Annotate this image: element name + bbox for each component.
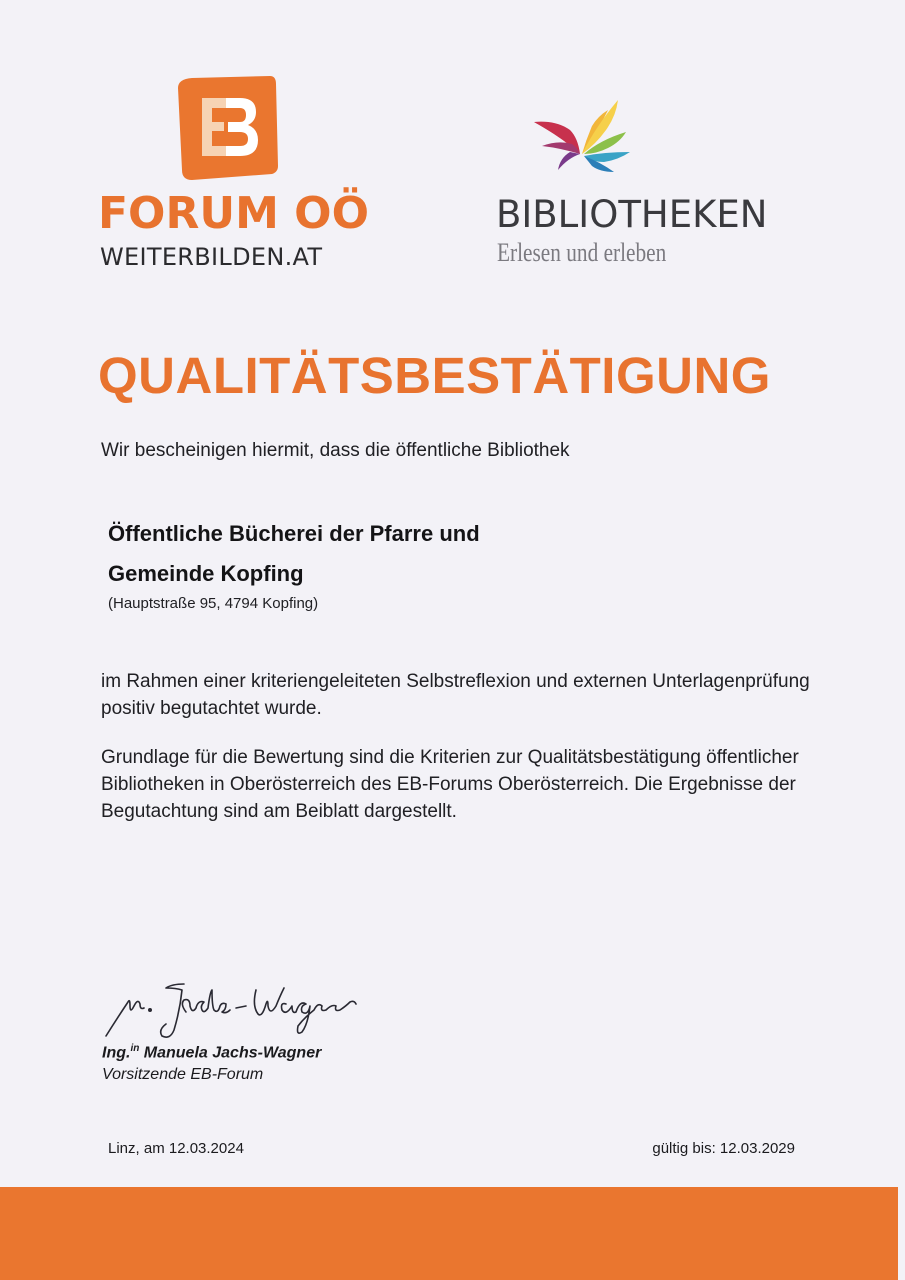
footer-orange-band [0, 1187, 898, 1280]
library-address: (Hauptstraße 95, 4794 Kopfing) [108, 595, 319, 612]
bibliotheken-logo-title: BIBLIOTHEKEN [496, 193, 768, 236]
signatory-role: Vorsitzende EB-Forum [102, 1066, 264, 1083]
forum-eb-logo-badge [178, 76, 278, 180]
signatory-name [102, 1043, 321, 1062]
bibliotheken-logo-tagline: Erlesen und erleben [497, 238, 667, 267]
book-butterfly-logo-icon [530, 96, 640, 188]
library-name-line-2: Gemeinde Kopfing [108, 561, 304, 586]
forum-logo-title: FORUM OÖ [98, 188, 369, 239]
library-name-line-1: Öffentliche Bücherei der Pfarre und [108, 521, 480, 546]
handwritten-signature [100, 970, 370, 1042]
signatory-full-name: Manuela Jachs-Wagner [143, 1044, 322, 1062]
criteria-paragraph: Grundlage für die Bewertung sind die Kriterien zur Qualitätsbestätigung öffentlicher Bibliotheken in Oberösterreich des EB-Forums Oberösterreich. Die Ergebnisse der Begutachtung sind am Beiblatt dargestellt. [101, 747, 799, 822]
library-name [108, 514, 480, 594]
certificate-heading: QUALITÄTSBESTÄTIGUNG [98, 347, 771, 404]
place-and-date: Linz, am 12.03.2024 [108, 1140, 244, 1157]
signatory-title-suffix: in [130, 1043, 140, 1054]
signatory-title-prefix: Ing. [102, 1044, 131, 1062]
intro-text: Wir bescheinigen hiermit, dass die öffentliche Bibliothek [101, 440, 570, 461]
forum-logo-subtitle: WEITERBILDEN.AT [100, 243, 323, 271]
valid-until-date: gültig bis: 12.03.2029 [652, 1140, 795, 1157]
assessment-paragraph: im Rahmen einer kriteriengeleiteten Selbstreflexion und externen Unterlagenprüfung positiv begutachtet wurde. [101, 671, 810, 719]
